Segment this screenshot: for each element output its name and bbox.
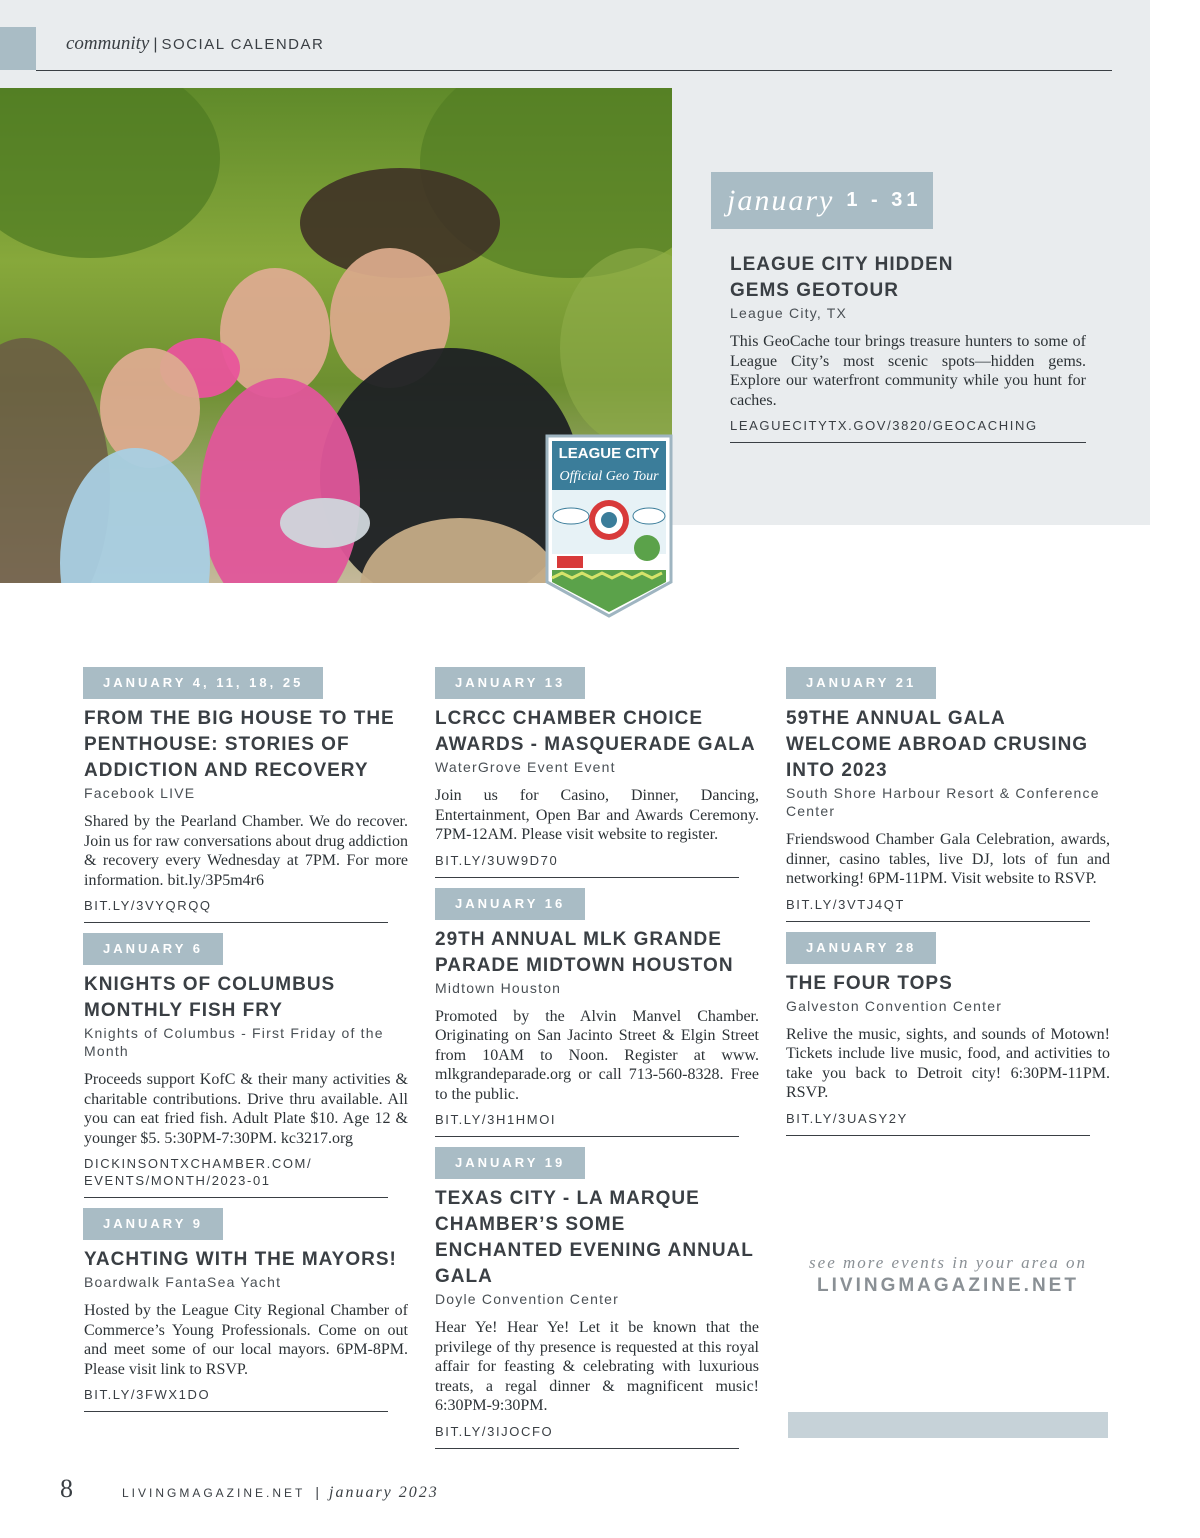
event-title: 59THE ANNUAL GALA WELCOME ABROAD CRUSING INTO 2023 [786,708,1089,781]
section-label-caps: SOCIAL CALENDAR [161,36,325,53]
event-link[interactable]: BIT.LY/3FWX1DO [84,1387,211,1402]
event-link[interactable]: BIT.LY/3UW9D70 [435,852,559,868]
featured-title-line1: LEAGUE CITY HIDDEN [730,254,954,275]
events-column-1 [84,667,408,1422]
event-date-tag: JANUARY 19 [435,1147,585,1179]
event-card [84,667,408,923]
events-column-2 [435,667,759,1459]
featured-location: League City, TX [730,305,848,321]
event-description: Join us for Casino, Dinner, Dancing, Entertainment, Open Bar and Awards Ceremony. 7PM-12AM. Please visit website to register. [435,787,759,843]
page-number: 8 [60,1474,73,1503]
badge-subtitle: Official Geo Tour [559,469,659,484]
event-rule [786,921,1090,922]
footer-issue: january 2023 [329,1484,439,1501]
badge-title: LEAGUE CITY [558,445,660,462]
event-rule [435,1448,739,1449]
event-rule [84,1411,388,1412]
event-title: LCRCC CHAMBER CHOICE AWARDS - MASQUERADE GALA [435,708,756,755]
event-title: TEXAS CITY - LA MARQUE CHAMBER’S SOME ENCHANTED EVENING ANNUAL GALA [435,1188,754,1287]
event-rule [84,1197,388,1198]
featured-event [730,252,1086,443]
event-location: Galveston Convention Center [786,997,1003,1014]
featured-description: This GeoCache tour brings treasure hunters to some of League City’s most scenic spots—hidden gems. Explore our waterfront community while you hunt for caches. [730,333,1086,409]
event-card [435,1147,759,1449]
event-date-tag: JANUARY 21 [786,667,936,699]
event-link[interactable]: BIT.LY/3IJOCFO [435,1423,554,1439]
event-title: KNIGHTS OF COLUMBUS MONTHLY FISH FRY [84,974,336,1021]
header-rule [36,70,1112,71]
event-title: FROM THE BIG HOUSE TO THE PENTHOUSE: STORIES OF ADDICTION AND RECOVERY [84,708,395,781]
footer-site: LIVINGMAGAZINE.NET [122,1486,306,1500]
featured-rule [730,442,1086,443]
event-description: Hear Ye! Hear Ye! Let it be known that the privilege of thy presence is requested at this royal affair for feasting & celebrating with luxurious treats, a regal dinner & magnificent music! 6:30PM-9:30PM. [435,1319,759,1414]
event-link[interactable]: BIT.LY/3VYQRQQ [84,898,212,913]
event-rule [435,877,739,878]
event-title: 29TH ANNUAL MLK GRANDE PARADE MIDTOWN HOUSTON [435,928,734,976]
see-more-promo [786,1253,1110,1297]
event-card [786,932,1110,1136]
featured-link[interactable]: LEAGUECITYTX.GOV/3820/GEOCACHING [730,418,1038,433]
event-location: South Shore Harbour Resort & Conference Center [786,785,1100,819]
event-title: THE FOUR TOPS [786,972,953,994]
event-card [435,888,759,1138]
event-description: Promoted by the Alvin Manvel Chamber. Originating on San Jacinto Street & Elgin Street from 10AM to Noon. Register at www. mlkgrandeparade.org or call 713-560-8328. Free to the public. [435,1007,759,1103]
featured-days: 1 - 31 [846,189,922,211]
event-link[interactable]: DICKINSONTXCHAMBER.COM/ EVENTS/MONTH/2023-01 [84,1156,313,1188]
section-label [66,33,324,55]
see-more-text: see more events in your area on [809,1253,1087,1272]
featured-title-line2: GEMS GEOTOUR [730,280,899,301]
event-description: Hosted by the League City Regional Chamber of Commerce’s Young Professionals. Come on out and meet some of our local mayors. 6PM-8PM. Please visit link to RSVP. [84,1302,408,1378]
event-description: Proceeds support KofC & their many activities & charitable contributions. Drive thru available. All you can eat fried fish. Adult Plate $10. Age 12 & younger $5. 5:30PM-7:30PM. kc3217.org [84,1071,408,1147]
event-date-tag: JANUARY 28 [786,932,936,964]
event-location: Knights of Columbus - First Friday of the Month [84,1025,384,1059]
event-title: YACHTING WITH THE MAYORS! [84,1249,397,1270]
event-rule [435,1136,739,1137]
event-link[interactable]: BIT.LY/3H1HMOI [435,1112,557,1127]
event-date-tag: JANUARY 4, 11, 18, 25 [83,667,323,699]
event-description: Friendswood Chamber Gala Celebration, awards, dinner, casino tables, live DJ, lots of fun and networking! 6PM-11PM. Visit website to RSVP. [786,831,1110,887]
section-label-divider: | [153,36,158,53]
event-card [786,667,1110,922]
event-date-tag: JANUARY 16 [435,888,585,920]
event-link[interactable]: BIT.LY/3UASY2Y [786,1110,908,1126]
event-location: Facebook LIVE [84,785,196,801]
event-location: Boardwalk FantaSea Yacht [84,1274,282,1290]
event-rule [84,922,388,923]
events-column-3 [786,667,1110,1146]
featured-month: january [727,183,835,217]
see-more-site-link[interactable]: LIVINGMAGAZINE.NET [817,1275,1079,1296]
event-location: Doyle Convention Center [435,1291,620,1307]
featured-date-tag [711,172,933,229]
event-rule [786,1135,1090,1136]
section-label-italic: community [66,33,150,54]
event-date-tag: JANUARY 13 [435,667,585,699]
decorative-bar [788,1412,1108,1438]
event-date-tag: JANUARY 6 [83,933,223,965]
event-card [435,667,759,878]
event-location: Midtown Houston [435,979,562,996]
event-link[interactable]: BIT.LY/3VTJ4QT [786,896,905,912]
league-city-geo-tour-badge [543,432,675,618]
event-card [84,1208,408,1412]
footer-separator: | [315,1484,319,1500]
section-tab-marker [0,27,36,70]
event-description: Shared by the Pearland Chamber. We do recover. Join us for raw conversations about drug addiction & recovery every Wednesday at 7PM. For more information. bit.ly/3P5m4r6 [84,813,408,889]
event-location: WaterGrove Event Event [435,759,616,775]
event-description: Relive the music, sights, and sounds of Motown! Tickets include live music, food, and activities to take you back to Detroit city! 6:30PM-11PM. RSVP. [786,1025,1110,1101]
event-card [84,933,408,1198]
footer [122,1484,439,1502]
event-date-tag: JANUARY 9 [83,1208,223,1240]
